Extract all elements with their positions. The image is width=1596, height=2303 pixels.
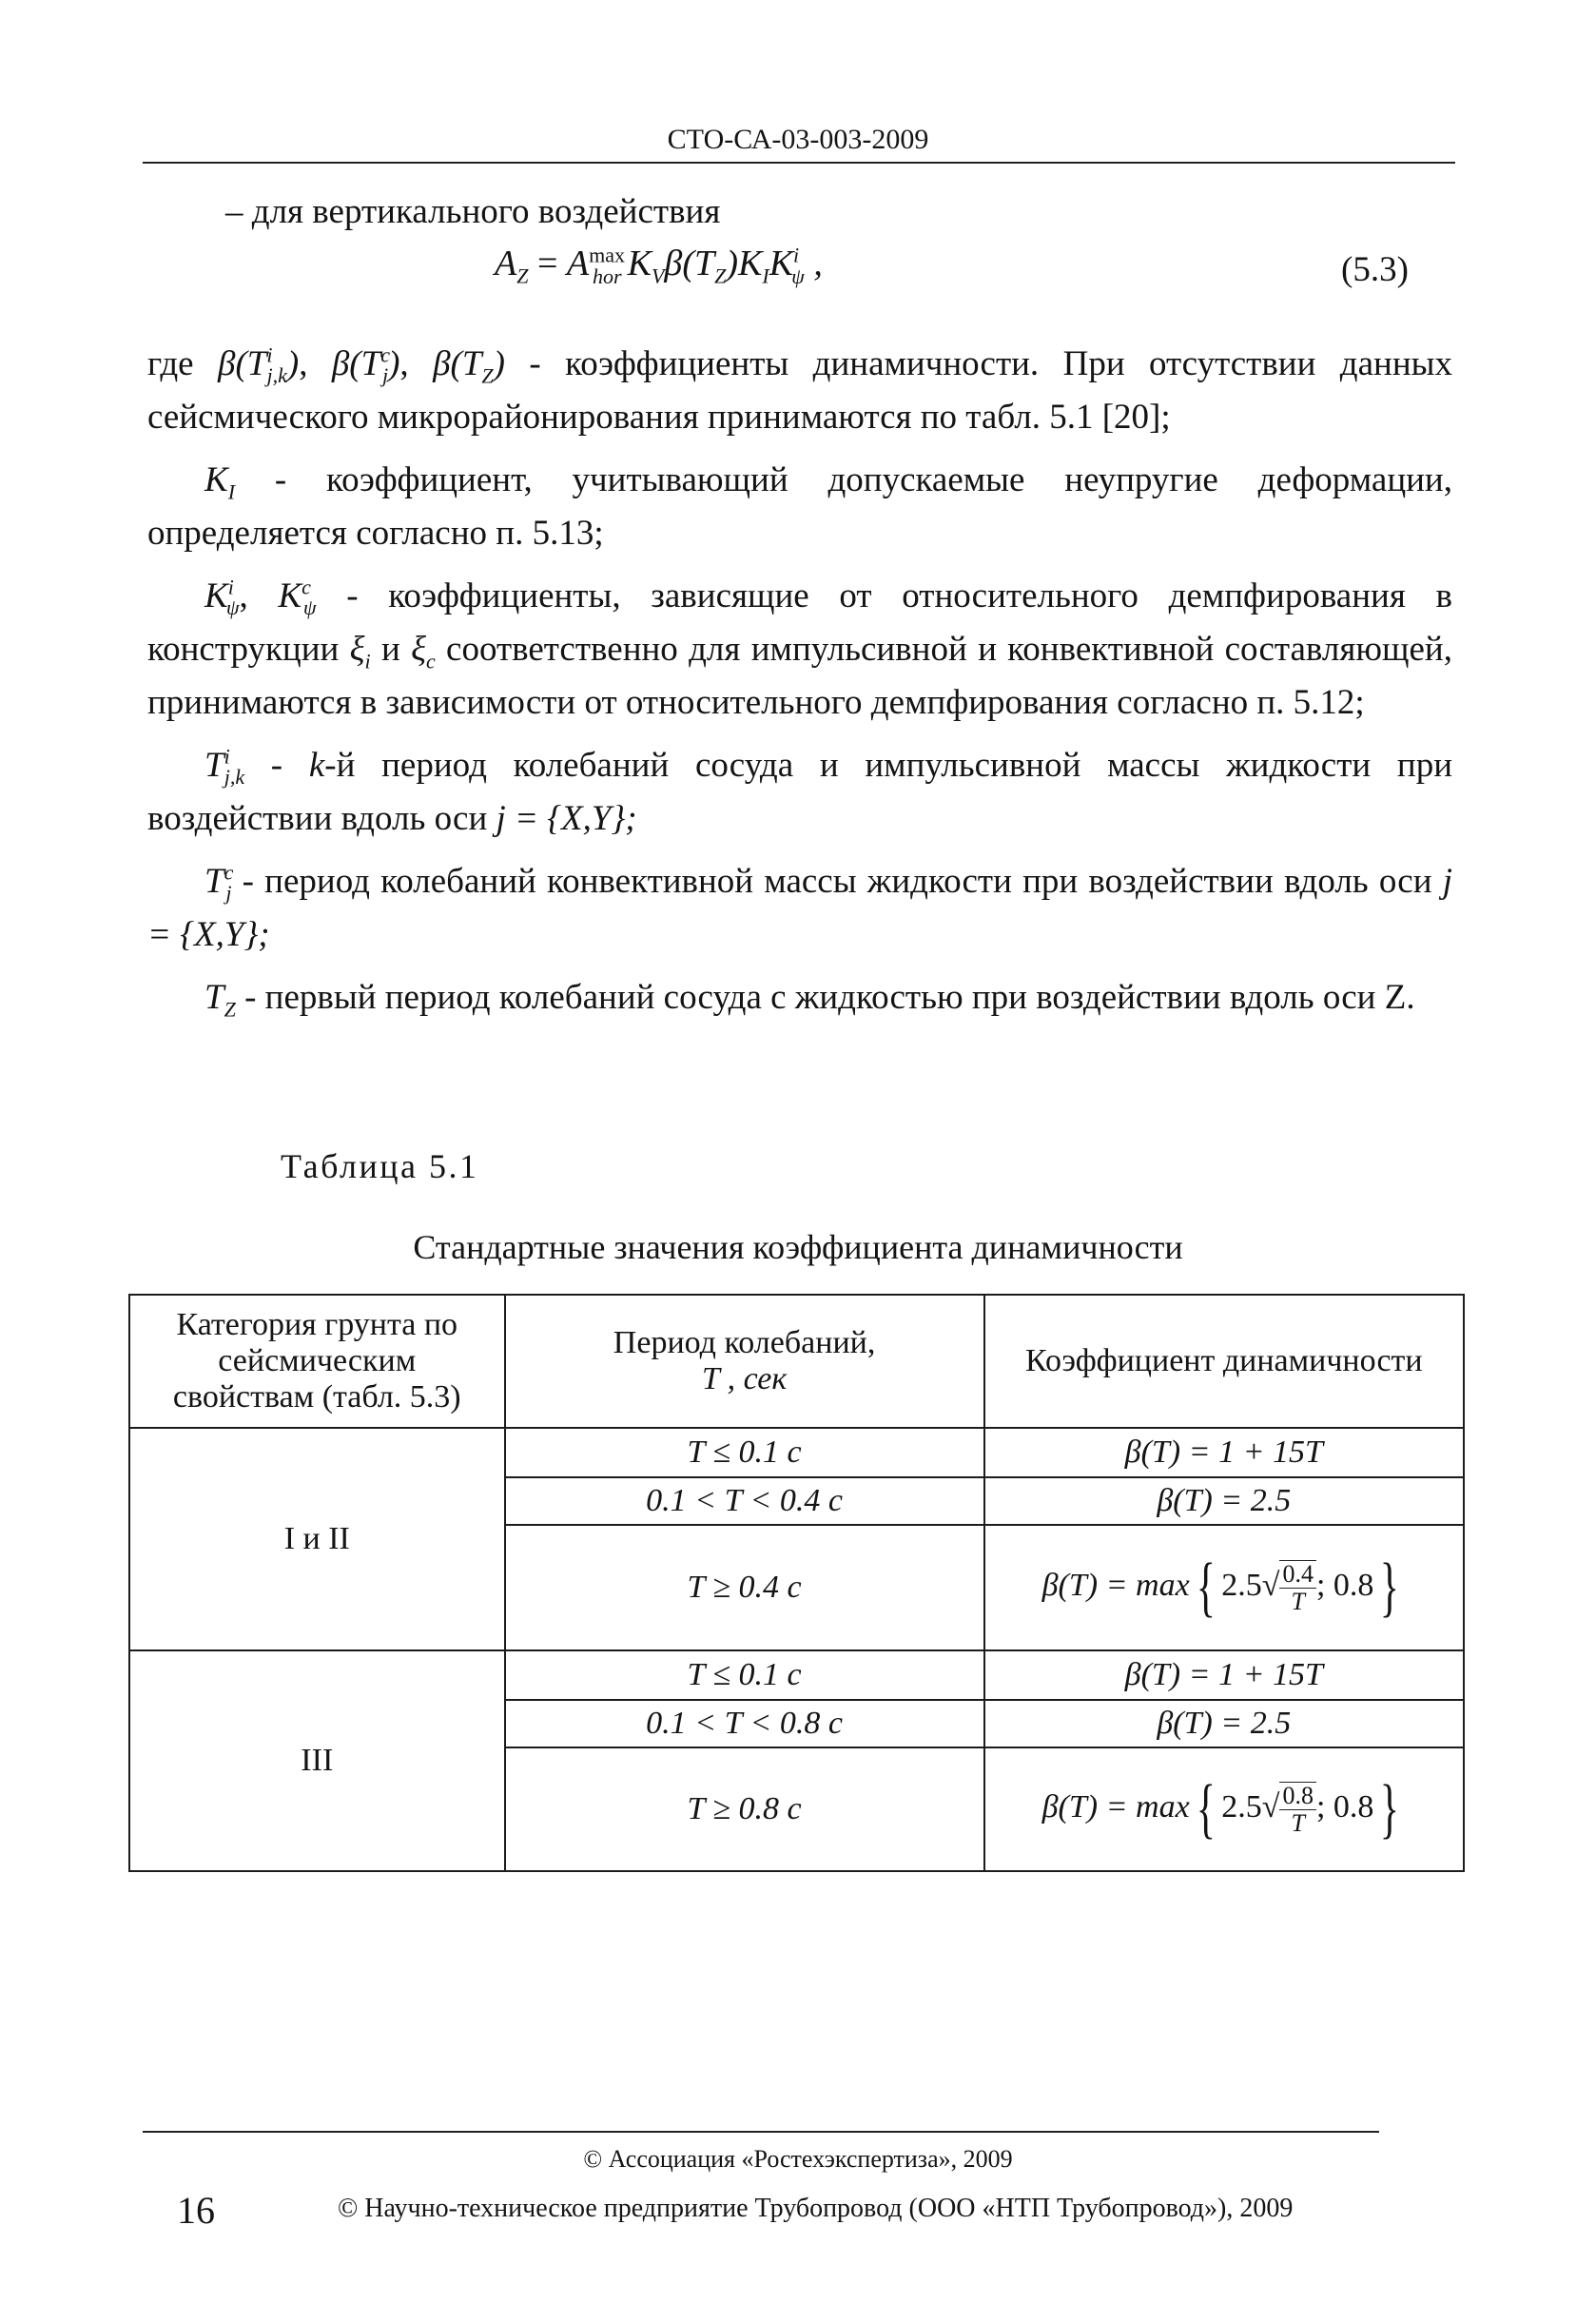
header-rule — [143, 162, 1455, 164]
table-title: Стандартные значения коэффициента динамичности — [413, 1228, 1183, 1266]
category-cell: III — [129, 1650, 505, 1871]
def-tjk: $T^i_{j,k} - k-й$ период колебаний сосуда и импульсивной массы жидкости при воздействии вдоль оси j = {X,Y}; — [147, 744, 1453, 838]
intro-text: – для вертикального воздействия — [225, 192, 721, 231]
footer-copyright-2: © Научно-техническое предприятие Трубопровод (ООО «НТП Трубопровод»), 2009 — [338, 2194, 1294, 2223]
coef-cell: β(T) = 1 + 15T — [984, 1428, 1464, 1477]
header-period: Период колебаний, T , сек — [505, 1295, 984, 1428]
intro-line — [147, 185, 1452, 239]
period-cell: 0.1 < T < 0.4 c — [505, 1477, 984, 1525]
coef-cell: β(T) = 1 + 15T — [984, 1650, 1464, 1700]
coefficient-table — [128, 1294, 1465, 1872]
def-ki: $K_I$ - коэффициент, учитывающий допускаемые неупругие деформации, определяется согласно п. 5.13; — [147, 460, 1452, 553]
period-cell: T ≥ 0.8 c — [505, 1747, 984, 1871]
header-coefficient: Коэффициент динамичности — [984, 1295, 1464, 1428]
period-cell: T ≤ 0.1 c — [505, 1650, 984, 1700]
period-cell: T ≤ 0.1 c — [505, 1428, 984, 1477]
def-tz: $T_Z$ - первый период колебаний сосуда с жидкостью при воздействии вдоль оси Z. — [204, 978, 1415, 1022]
def-kpsi: $K^i_\psi$, $K^c_\psi$ - коэффициенты, зависящие от относительного демпфирования в конструкции $\xi_i$ и $\xi_c$ соответственно для импульсивной и конвективной составляющей, принимаются в зависимости от относительного демпфирования согласно п. 5.12; — [147, 575, 1452, 722]
header-category: Категория грунта по сейсмическим свойствам (табл. 5.3) — [129, 1295, 505, 1428]
period-cell: 0.1 < T < 0.8 c — [505, 1700, 984, 1747]
def-beta: где $\beta(T^i_{j,k})$, $\beta(T^c_j)$, $\beta(T_Z)$ - коэффициенты динамичности. При отсутствии данных сейсмического микрорайонирования принимаются по табл. 5.1 [20]; — [147, 342, 1453, 437]
table-caption: Таблица 5.1 — [281, 1147, 479, 1185]
footer-rule — [143, 2131, 1379, 2133]
footer-copyright-1: © Ассоциация «Ростехэкспертиза», 2009 — [583, 2145, 1013, 2173]
equation-number: (5.3) — [1341, 250, 1409, 289]
document-code: СТО-СА-03-003-2009 — [667, 124, 929, 155]
def-tjc: $T^c_j$ - период колебаний конвективной массы жидкости при воздействии вдоль оси j = {X,Y}; — [147, 860, 1452, 954]
period-cell: T ≥ 0.4 c — [505, 1525, 984, 1650]
coef-cell: β(T) = max{ 2.5√ $\frac{0.8}{T}$; 0.8} — [984, 1747, 1464, 1871]
page-number: 16 — [177, 2189, 215, 2232]
category-cell: I и II — [129, 1428, 505, 1650]
definitions — [147, 338, 1452, 1025]
coef-cell: β(T) = 2.5 — [984, 1477, 1464, 1525]
coef-cell: β(T) = max{ 2.5√ $\frac{0.4}{T}$; 0.8} — [984, 1525, 1464, 1650]
equation-5-3: $A_Z = A^{max}_{hor}$ $K_V\beta(T_Z)K_IK^i_\psi$ , — [495, 243, 823, 288]
coef-cell: β(T) = 2.5 — [984, 1700, 1464, 1747]
